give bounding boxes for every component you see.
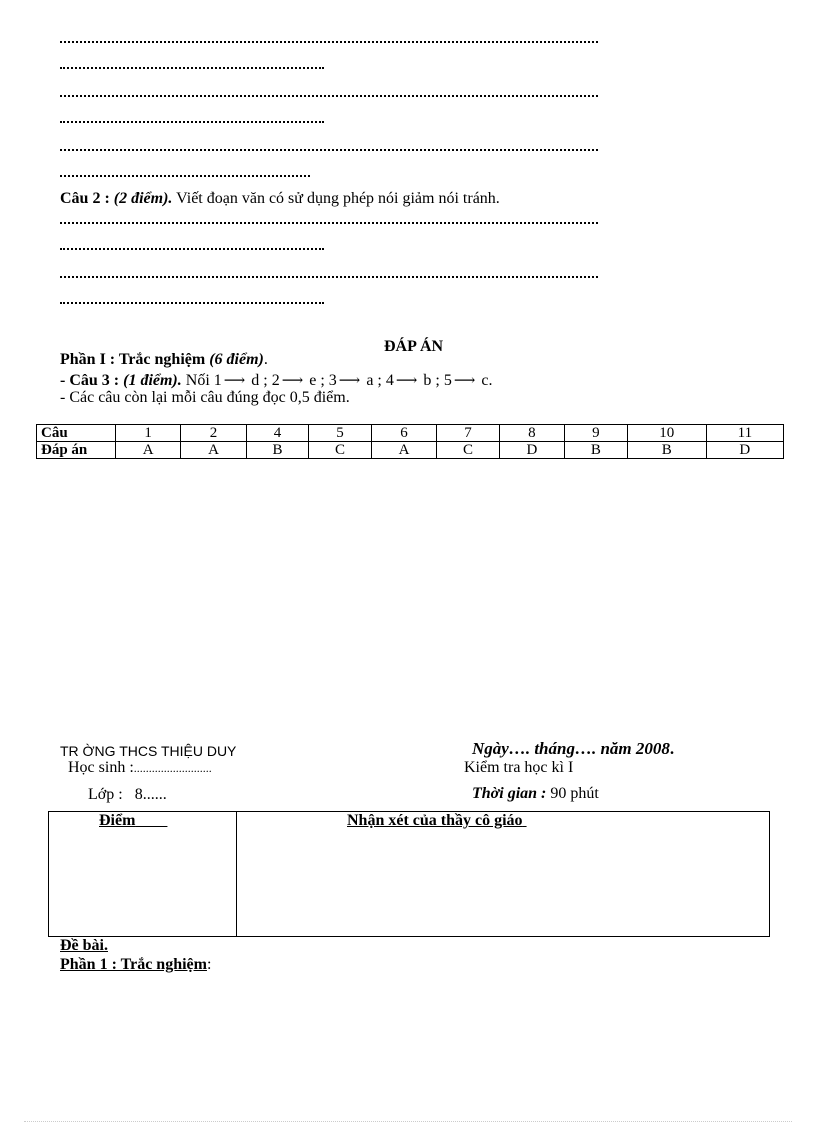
table-cell: 10 bbox=[627, 425, 706, 442]
table-cell: B bbox=[246, 442, 309, 459]
table-cell: 6 bbox=[371, 425, 436, 442]
table-cell: 8 bbox=[499, 425, 564, 442]
table-cell: D bbox=[706, 442, 783, 459]
score-box bbox=[48, 811, 770, 937]
table-cell: 1 bbox=[116, 425, 181, 442]
arrow-icon: ⟶ bbox=[338, 373, 361, 389]
arrow-icon: ⟶ bbox=[281, 373, 304, 389]
arrow-icon: ⟶ bbox=[223, 373, 246, 389]
answer-line bbox=[60, 41, 598, 43]
question-2-points: (2 điểm). bbox=[113, 190, 173, 207]
table-cell: B bbox=[565, 442, 628, 459]
class-field: Lớp : 8...... bbox=[88, 786, 167, 803]
score-label: Điểm bbox=[99, 812, 136, 829]
answer-line bbox=[60, 95, 598, 97]
table-cell: D bbox=[499, 442, 564, 459]
answer-line bbox=[60, 248, 324, 250]
table-row bbox=[37, 442, 784, 459]
answer-line bbox=[60, 121, 324, 123]
answer-line bbox=[60, 276, 598, 278]
answer-line bbox=[60, 67, 324, 69]
answer-key-note: - Các câu còn lại mỗi câu đúng đọc 0,5 điểm. bbox=[60, 389, 350, 406]
answer-table bbox=[36, 424, 784, 459]
answer-key-part1: Phần I : Trắc nghiệm (6 điểm). bbox=[60, 351, 268, 368]
exam-time: Thời gian : 90 phút bbox=[472, 785, 599, 802]
school-name: TR ỜNG THCS THIỆU DUY bbox=[60, 743, 237, 759]
answer-key-title: ĐÁP ÁN bbox=[384, 338, 444, 355]
page-edge bbox=[24, 1121, 792, 1122]
table-cell: B bbox=[627, 442, 706, 459]
answer-line bbox=[60, 175, 310, 177]
table-cell: 9 bbox=[565, 425, 628, 442]
table-cell: A bbox=[116, 442, 181, 459]
exam-name: Kiểm tra học kì I bbox=[464, 759, 574, 776]
table-header-cell: Câu bbox=[37, 425, 116, 442]
table-cell: 2 bbox=[181, 425, 246, 442]
arrow-icon: ⟶ bbox=[395, 373, 418, 389]
table-cell: C bbox=[309, 442, 372, 459]
exam-questions-title: Đề bài. bbox=[60, 937, 108, 954]
table-cell: A bbox=[181, 442, 246, 459]
teacher-comment-label: Nhận xét của thầy cô giáo bbox=[347, 812, 523, 829]
answer-line bbox=[60, 222, 598, 224]
table-cell: A bbox=[371, 442, 436, 459]
table-cell: 11 bbox=[706, 425, 783, 442]
table-cell: 4 bbox=[246, 425, 309, 442]
table-row bbox=[37, 425, 784, 442]
question-2-label: Câu 2 : bbox=[60, 190, 110, 207]
table-cell: 7 bbox=[437, 425, 500, 442]
question-2-text: Viết đoạn văn có sử dụng phép nói giảm nói tránh. bbox=[172, 190, 500, 207]
question-2 bbox=[60, 190, 500, 208]
table-cell: 5 bbox=[309, 425, 372, 442]
arrow-icon: ⟶ bbox=[453, 373, 476, 389]
table-header-cell: Đáp án bbox=[37, 442, 116, 459]
exam-date: Ngày…. tháng…. năm 2008. bbox=[472, 739, 675, 758]
exam-part1-title: Phần 1 : Trắc nghiệm: bbox=[60, 956, 212, 973]
answer-line bbox=[60, 149, 598, 151]
answer-key-q3: - Câu 3 : (1 điểm). Nối 1 ⟶ d ; 2 ⟶ e ; 3 ⟶ a ; 4 ⟶ b ; 5 ⟶ c. bbox=[60, 372, 493, 389]
answer-line bbox=[60, 302, 324, 304]
student-name-field: Học sinh :.......................... bbox=[68, 759, 212, 776]
table-cell: C bbox=[437, 442, 500, 459]
score-box-divider bbox=[236, 812, 237, 936]
